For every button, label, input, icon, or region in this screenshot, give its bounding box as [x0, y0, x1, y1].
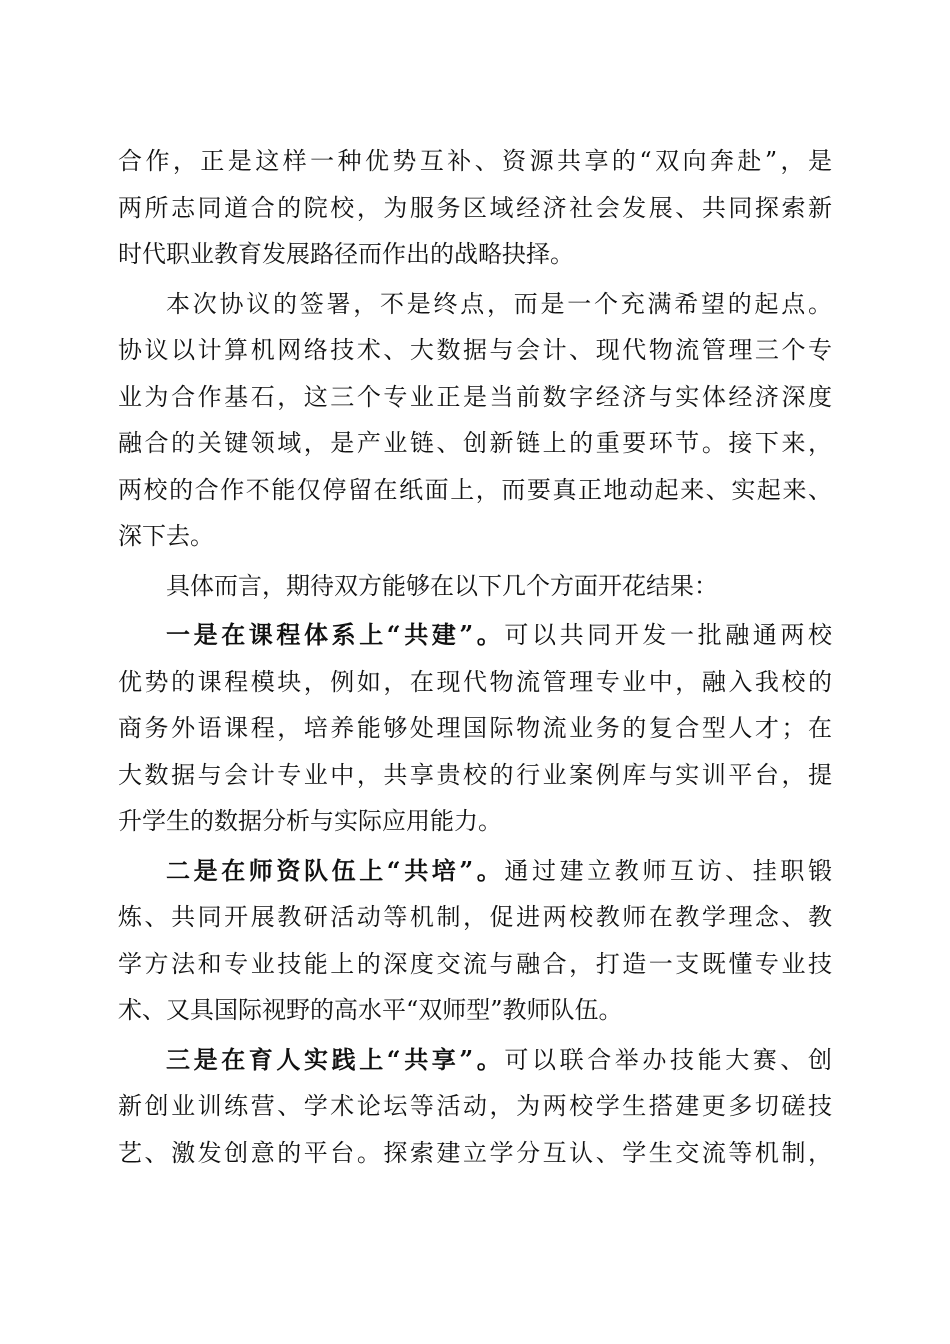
text-line: 艺、激发创意的平台。探索建立学分互认、学生交流等机制， [118, 1138, 832, 1167]
text-line: 业为合作基石，这三个专业正是当前数字经济与实体经济深度 [118, 382, 832, 411]
text-line: 大数据与会计专业中，共享贵校的行业案例库与实训平台，提 [118, 760, 832, 789]
paragraph-heading: 一是在课程体系上“共建”。 [166, 620, 505, 649]
text-line: 两所志同道合的院校，为服务区域经济社会发展、共同探索新 [118, 193, 832, 222]
text-line: 深下去。 [118, 522, 214, 550]
paragraph [118, 138, 832, 278]
text-run: 可以共同开发一批融通两校 [504, 621, 833, 649]
paragraph [118, 848, 832, 1034]
text-line: 本次协议的签署，不是终点，而是一个充满希望的起点。 [166, 289, 832, 318]
paragraph-heading: 三是在育人实践上“共享”。 [166, 1044, 505, 1074]
text-line: 优势的课程模块，例如，在现代物流管理专业中，融入我校的 [118, 667, 832, 696]
text-line: 炼、共同开展教研活动等机制，促进两校教师在教学理念、教 [118, 903, 832, 931]
text-run: 通过建立教师互访、挂职锻 [504, 856, 833, 885]
text-run: 可以联合举办技能大赛、创 [504, 1045, 833, 1074]
text-line [118, 1037, 832, 1084]
text-line: 两校的合作不能仅停留在纸面上，而要真正地动起来、实起来、 [118, 475, 832, 504]
text-line: 学方法和专业技能上的深度交流与融合，打造一支既懂专业技 [118, 949, 832, 978]
paragraph-heading: 二是在师资队伍上“共培”。 [166, 855, 505, 885]
paragraph [118, 281, 832, 560]
text-line [118, 848, 832, 895]
text-line: 协议以计算机网络技术、大数据与会计、现代物流管理三个专 [118, 336, 832, 364]
paragraph [118, 563, 832, 610]
text-line: 术、又具国际视野的高水平“双师型”教师队伍。 [118, 996, 623, 1024]
text-line: 时代职业教育发展路径而作出的战略抉择。 [118, 240, 574, 268]
document-page [118, 138, 832, 1176]
paragraph [118, 1037, 832, 1177]
text-line: 合作，正是这样一种优势互补、资源共享的“双向奔赴”，是 [118, 147, 832, 175]
text-line: 具体而言，期待双方能够在以下几个方面开花结果： [166, 571, 718, 600]
text-line: 新创业训练营、学术论坛等活动，为两校学生搭建更多切磋技 [118, 1092, 832, 1120]
paragraph [118, 612, 832, 845]
text-line: 融合的关键领域，是产业链、创新链上的重要环节。接下来， [118, 429, 832, 457]
text-line [118, 612, 832, 659]
text-line: 商务外语课程，培养能够处理国际物流业务的复合型人才；在 [118, 714, 832, 742]
text-line: 升学生的数据分析与实际应用能力。 [118, 807, 502, 835]
